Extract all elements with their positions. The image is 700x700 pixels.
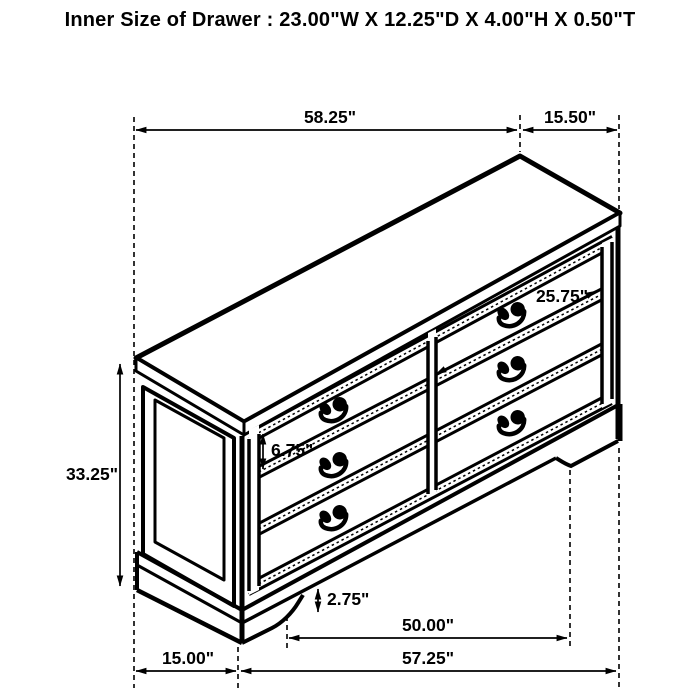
dimension-top-width xyxy=(136,107,517,130)
drawer-handle xyxy=(316,396,349,423)
dimension-bottom-depth xyxy=(136,648,236,671)
dimension-bottom-width xyxy=(241,648,616,671)
drawer-handle xyxy=(494,409,527,436)
dimension-overall-height xyxy=(66,364,120,586)
dimension-top-depth xyxy=(523,107,617,130)
drawer-handle xyxy=(316,451,349,478)
dimension-foot-height xyxy=(318,589,369,612)
bottom-depth-label: 15.00" xyxy=(161,648,215,668)
drawer-handle xyxy=(494,301,527,328)
overall-height-label: 33.25" xyxy=(65,464,119,484)
dimension-feet-span xyxy=(289,615,567,638)
foot-height-label: 2.75" xyxy=(327,589,370,609)
dresser-drawing xyxy=(136,156,620,643)
drawer-front-height-label: 6.75" xyxy=(271,440,314,460)
drawer-handle xyxy=(316,504,349,531)
top-width-label: 58.25" xyxy=(303,107,357,127)
drawer-handle xyxy=(494,355,527,382)
drawer-diagonal-label: 25.75" xyxy=(535,286,589,306)
feet-span-label: 50.00" xyxy=(401,615,455,635)
diagram-title: Inner Size of Drawer : 23.00"W X 12.25"D X 4.00"H X 0.50"T xyxy=(64,9,636,31)
top-depth-label: 15.50" xyxy=(543,107,597,127)
bottom-width-label: 57.25" xyxy=(401,648,455,668)
right-bracket-foot xyxy=(556,441,618,466)
